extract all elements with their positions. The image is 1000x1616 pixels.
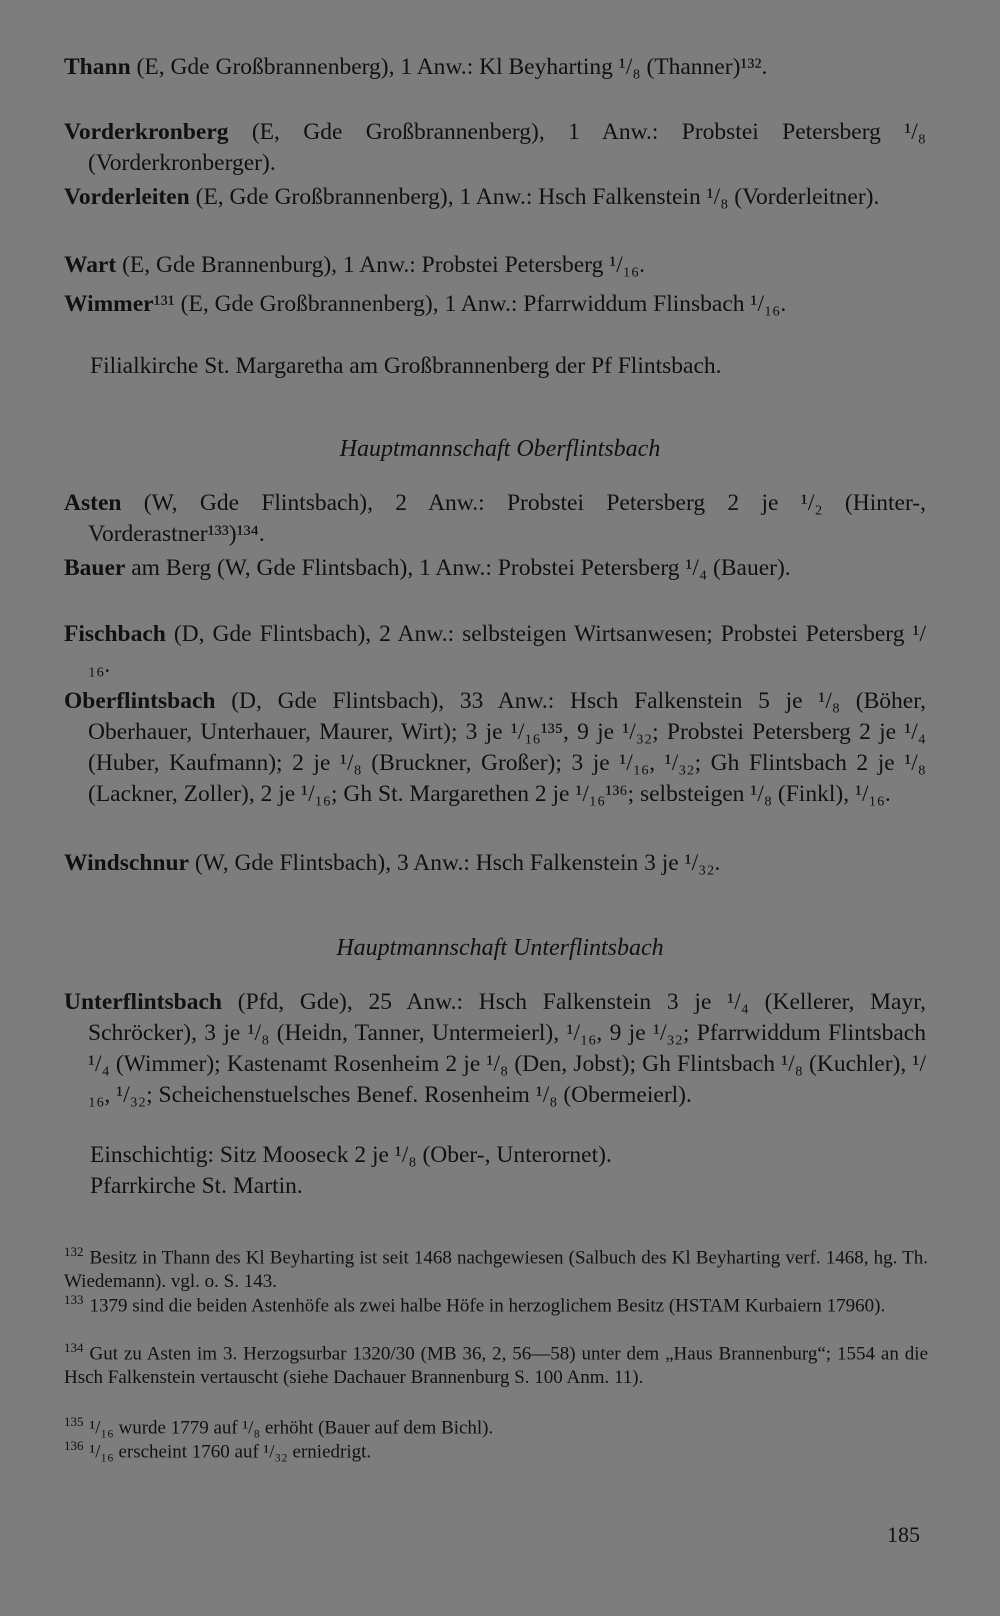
filialkirche-line: Filialkirche St. Margaretha am Großbrannenberg der Pf Flintsbach. xyxy=(90,353,722,379)
entry-unterflintsbach: Unterflintsbach (Pfd, Gde), 25 Anw.: Hsch Falkenstein 3 je ¹/₄ (Kellerer, Mayr, Schröcker), 3 je ¹/₈ (Heidn, Tanner, Untermeierl), ¹/₁₆, 9 je ¹/₃₂; Pfarrwiddum Flintsbach ¹/₄ (Wimmer); Kastenamt Rosenheim 2 je ¹/₈ (Den, Jobst); Gh Flintsbach ¹/₈ (Kuchler), ¹/₁₆, ¹/₃₂; Scheichenstuelsches Benef. Rosenheim ¹/₈ (Obermeierl). xyxy=(64,989,926,1108)
footnote-136: $^{136}$ ¹/₁₆ erscheint 1760 auf ¹/₃₂ erniedrigt. xyxy=(64,1438,372,1463)
entry-asten: Asten (W, Gde Flintsbach), 2 Anw.: Probstei Petersberg 2 je ¹/₂ (Hinter-, Vorderastner¹³³)¹³⁴. xyxy=(64,490,926,547)
entry-wart: Wart (E, Gde Brannenburg), 1 Anw.: Probstei Petersberg ¹/₁₆. xyxy=(64,252,646,278)
einschichtig-line: Einschichtig: Sitz Mooseck 2 je ¹/₈ (Ober-, Unterornet). xyxy=(90,1142,612,1168)
entry-fischbach: Fischbach (D, Gde Flintsbach), 2 Anw.: selbsteigen Wirtsanwesen; Probstei Petersberg ¹/₁₆. xyxy=(64,621,926,678)
entry-vorderkronberg: Vorderkronberg (E, Gde Großbrannenberg), 1 Anw.: Probstei Petersberg ¹/₈ (Vorderkronberger). xyxy=(64,119,926,176)
entry-vorderleiten: Vorderleiten (E, Gde Großbrannenberg), 1 Anw.: Hsch Falkenstein ¹/₈ (Vorderleitner). xyxy=(64,184,880,210)
page-number: 185 xyxy=(887,1522,920,1547)
entry-thann: Thann (E, Gde Großbrannenberg), 1 Anw.: Kl Beyharting ¹/₈ (Thanner)¹³². xyxy=(64,54,768,80)
entry-oberflintsbach: Oberflintsbach (D, Gde Flintsbach), 33 Anw.: Hsch Falkenstein 5 je ¹/₈ (Böher, Oberhauer, Unterhauer, Maurer, Wirt); 3 je ¹/₁₆¹³⁵, 9 je ¹/₃₂; Probstei Petersberg 2 je ¹/₄ (Huber, Kaufmann); 2 je ¹/₈ (Bruckner, Großer); 3 je ¹/₁₆, ¹/₃₂; Gh Flintsbach 2 je ¹/₈ (Lackner, Zoller), 2 je ¹/₁₆; Gh St. Margarethen 2 je ¹/₁₆¹³⁶; selbsteigen ¹/₈ (Finkl), ¹/₁₆. xyxy=(64,688,926,807)
footnote-134: $^{134}$ Gut zu Asten im 3. Herzogsurbar 1320/30 (MB 36, 2, 56—58) unter dem „Haus Brannenburg“; 1554 an die Hsch Falkenstein vertauscht (siehe Dachauer Brannenburg S. 100 Anm. 11). xyxy=(64,1340,928,1389)
footnote-132: $^{132}$ Besitz in Thann des Kl Beyharting ist seit 1468 nachgewiesen (Salbuch des Kl Beyharting verf. 1468, hg. Th. Wiedemann). vgl. o. S. 143. xyxy=(64,1244,928,1293)
section-heading-unterflintsbach: Hauptmannschaft Unterflintsbach xyxy=(336,935,664,961)
entry-wimmer: Wimmer¹³¹ (E, Gde Großbrannenberg), 1 Anw.: Pfarrwiddum Flinsbach ¹/₁₆. xyxy=(64,291,787,317)
entry-bauer: Bauer am Berg (W, Gde Flintsbach), 1 Anw.: Probstei Petersberg ¹/₄ (Bauer). xyxy=(64,555,791,581)
section-heading-oberflintsbach: Hauptmannschaft Oberflintsbach xyxy=(339,436,661,462)
footnote-133: $^{133}$ 1379 sind die beiden Astenhöfe als zwei halbe Höfe in herzoglichem Besitz (HSTAM Kurbaiern 17960). xyxy=(64,1292,886,1317)
entry-windschnur: Windschnur (W, Gde Flintsbach), 3 Anw.: Hsch Falkenstein 3 je ¹/₃₂. xyxy=(64,850,721,876)
footnote-135: $^{135}$ ¹/₁₆ wurde 1779 auf ¹/₈ erhöht (Bauer auf dem Bichl). xyxy=(64,1414,494,1439)
pfarrkirche-line: Pfarrkirche St. Martin. xyxy=(90,1173,303,1199)
